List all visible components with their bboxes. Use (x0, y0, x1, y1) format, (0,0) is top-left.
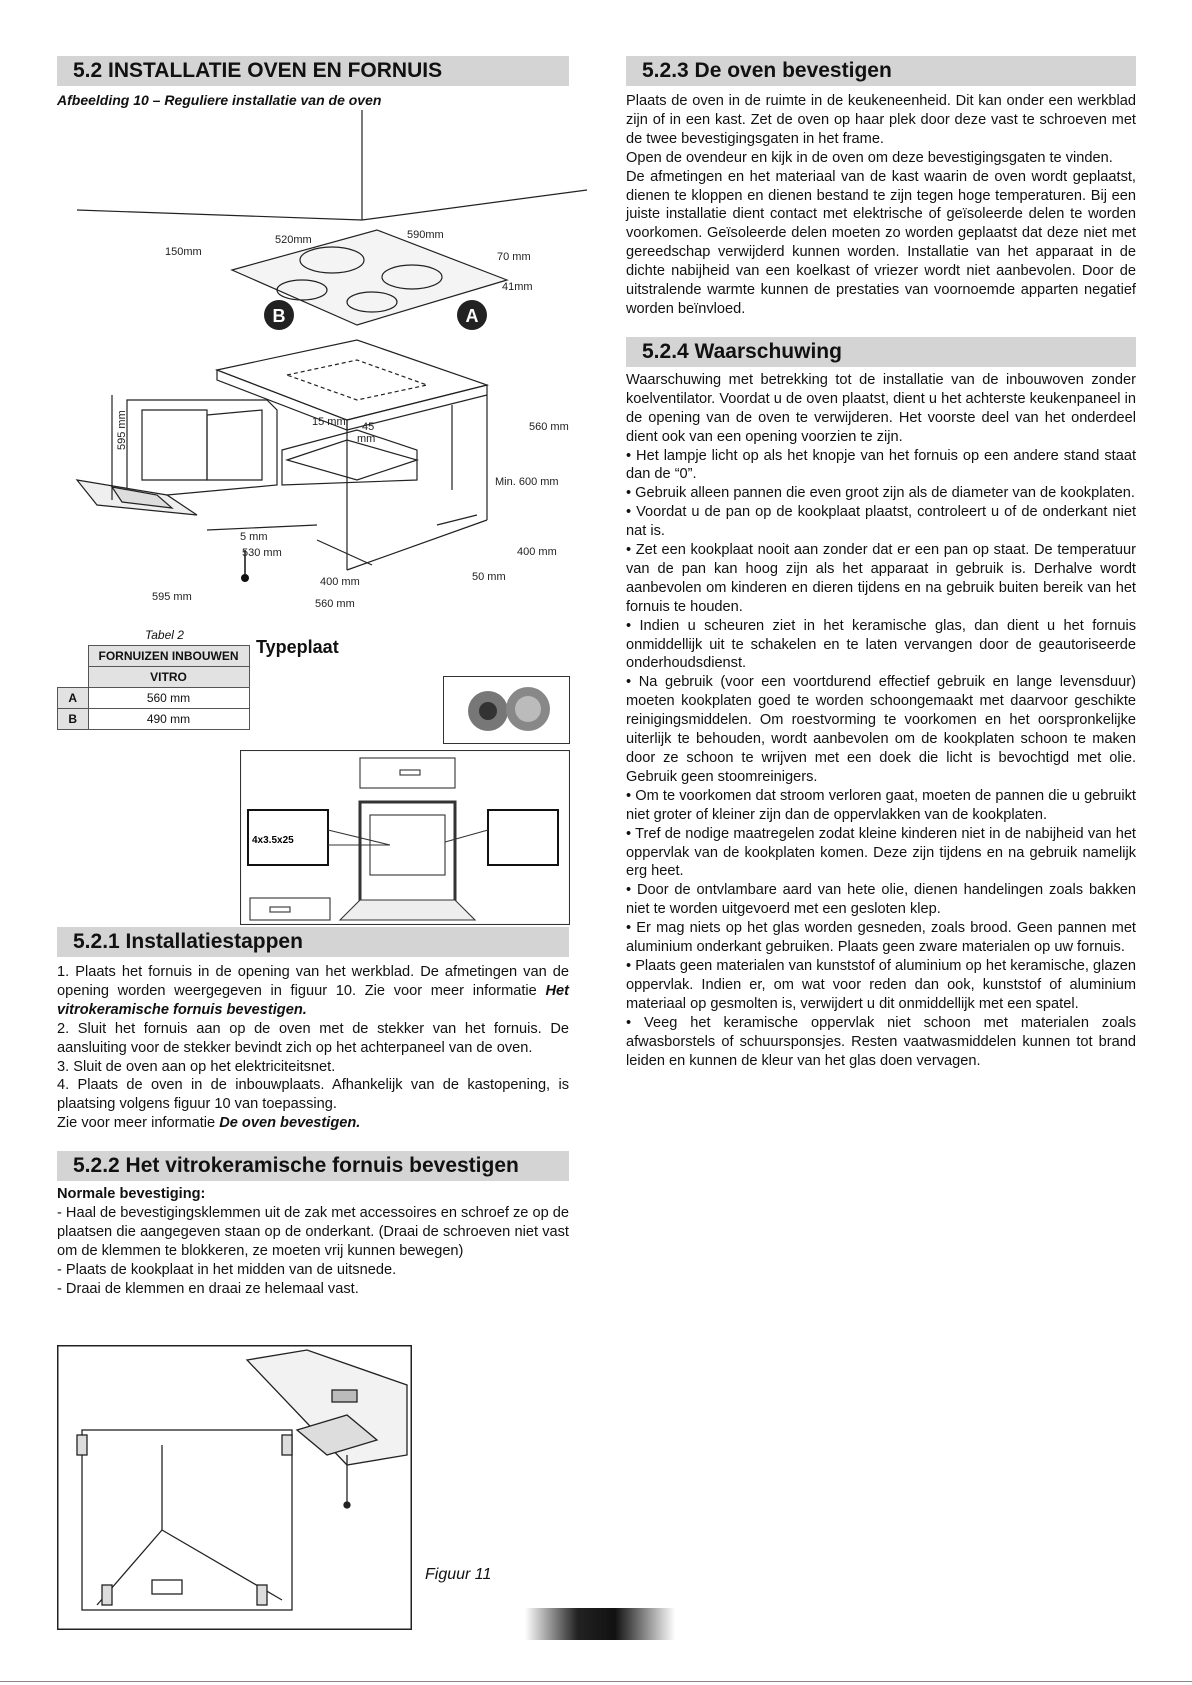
section-heading-5-2: 5.2 INSTALLATIE OVEN EN FORNUIS (57, 56, 569, 86)
warning-item: • Er mag niets op het glas worden gesneden, zoals brood. Geen pannen met aluminium onderkant gebruiken. Plaats geen zware materialen op uw fornuis. (626, 920, 1136, 956)
warning-item: • Veeg het keramische oppervlak niet schoon met materialen zoals afwasborstels of schuursponsjes. Resten vaatwasmiddelen kunnen tot brand leiden en kunnen de kleur van het glas doen vervagen. (626, 1014, 1136, 1069)
s523-paragraph-1: Plaats de oven in de ruimte in de keukeneenheid. Dit kan onder een werkblad zijn of in een kast. Zet de oven op haar plek door deze vast te schroeven met de twee bevestigingsgaten in het frame. (626, 93, 1136, 147)
dim-560-bottom: 560 mm (315, 598, 355, 610)
kitchen-oven-illustration (240, 750, 570, 925)
dim-min-600: Min. 600 mm (495, 476, 559, 488)
dim-590: 590mm (407, 229, 444, 241)
fig10-label-a: A (465, 306, 479, 326)
step-3: 3. Sluit de oven aan op het elektriciteitsnet. (57, 1058, 336, 1075)
section-5-2-1 (57, 927, 569, 1299)
fixing-step-1: - Haal de bevestigingsklemmen uit de zak met accessoires en schroef ze op de plaatsen die aangegeven staan op de onderkant. (Draai de schroeven niet vast om de klemmen te blokkeren, ze moeten vrij kunnen bewegen) (57, 1205, 569, 1259)
warning-item: • Om te voorkomen dat stroom verloren gaat, moeten de pannen die u gebruikt niet groter of kleiner zijn dan de oppervlakken van de kookplaten. (626, 787, 1136, 823)
step-2: 2. Sluit het fornuis aan op de oven met de stekker van het fornuis. De aansluiting voor de stekker bevindt zich op het achterpaneel van de oven. (57, 1020, 569, 1056)
dim-5: 5 mm (240, 531, 268, 543)
table-row: A 560 mm (58, 688, 250, 709)
table-subheader: VITRO (88, 667, 249, 688)
dim-595-vertical: 595 mm (116, 410, 128, 450)
section-heading-5-2-3: 5.2.3 De oven bevestigen (626, 56, 1136, 86)
dim-70: 70 mm (497, 251, 531, 263)
step-5: Zie voor meer informatie De oven bevestigen. (57, 1115, 361, 1132)
warning-item: • Het lampje licht op als het knopje van het fornuis op een andere stand staat dan de “0”. (626, 447, 1136, 483)
right-column (626, 56, 1136, 1070)
dim-45-unit: mm (357, 433, 376, 445)
figure-10-caption: Afbeelding 10 – Reguliere installatie van de oven (57, 92, 382, 108)
dim-41: 41mm (502, 281, 533, 293)
warning-item: • Gebruik alleen pannen die even groot zijn als de diameter van de kookplaten. (626, 485, 1135, 502)
warning-item: • Indien u scheuren ziet in het keramische glas, dan dient u het fornuis onmiddellijk uit te schakelen en te laten vervangen door de geautoriseerde onderhoudsdienst. (626, 617, 1136, 672)
table-row: B 490 mm (58, 709, 250, 730)
screw-label: 4x3.5x25 (252, 835, 294, 846)
dim-530: 530 mm (242, 547, 282, 559)
dim-400-bottom: 400 mm (320, 576, 360, 588)
dim-400-right: 400 mm (517, 546, 557, 558)
table-header: FORNUIZEN INBOUWEN (88, 646, 249, 667)
dim-15: 15 mm (312, 416, 346, 428)
table-2 (57, 645, 250, 730)
dim-50: 50 mm (472, 571, 506, 583)
page-number-bar (525, 1608, 675, 1640)
normal-fixing-subheading: Normale bevestiging: (57, 1186, 206, 1203)
s523-paragraph-3: De afmetingen en het materiaal van de kast waarin de oven wordt geplaatst, dienen te kloppen en dienen bestand te zijn tegen hoge temperaturen. Bij een juiste installatie dient contact met elektrische of geïsoleerde delen te worden voorkomen. Geïsoleerde delen moeten zo worden geplaatst dat deze niet met gereedschap verwijderd kunnen worden. Installatie van het apparaat in de dichte nabijheid van een koelkast of vriezer wordt niet aanbevolen. Door de uitstralende warmte kunnen de prestaties van voornoemde apparten negatief worden beïnvloed. (626, 168, 1136, 317)
fixing-step-2: - Plaats de kookplaat in het midden van de uitsnede. (57, 1261, 397, 1278)
dim-520: 520mm (275, 234, 312, 246)
warning-item: • Na gebruik (voor een voortdurend effectief gebruik en lange levensduur) moeten kookplaten goed te worden schoongemaakt met daarvoor geschikte reinigingsmiddelen. Om roestvorming te voorkomen en het oorspronkelijke uiterlijk te behouden, wordt aanbevolen om de kookplaten schoon te maken door ze schoon te wrijven met een doek die licht is bevochtigd met olie. Gebruik geen stoomreinigers. (626, 674, 1136, 785)
step-4: 4. Plaats de oven in de inbouwplaats. Afhankelijk van de kastopening, is plaatsing volgens figuur 10 van toepassing. (57, 1077, 569, 1113)
figure-10-installation-diagram (57, 110, 597, 640)
table-2-caption: Tabel 2 (145, 628, 184, 642)
dim-45: 45 (362, 421, 375, 433)
dim-150: 150mm (165, 246, 202, 258)
step-1: 1. Plaats het fornuis in de opening van het werkblad. De afmetingen van de opening worden weergegeven in figuur 10. Zie voor meer informatie Het vitrokeramische fornuis bevestigen. (57, 964, 569, 1018)
typeplaat-label: Typeplaat (256, 637, 339, 657)
figure-11-caption: Figuur 11 (425, 1566, 492, 1583)
footer-rule (0, 1681, 1192, 1682)
s523-paragraph-2: Open de ovendeur en kijk in de oven om deze bevestigingsgaten te vinden. (626, 149, 1113, 166)
figure-11-diagram (57, 1345, 412, 1630)
warning-item: • Voordat u de pan op de kookplaat plaatst, controleert u of de onderkant niet nat is. (626, 504, 1136, 540)
fig10-label-b: B (272, 306, 286, 326)
warning-item: • Door de ontvlambare aard van hete olie, dienen handelingen zoals bakken niet te worden uitgevoerd met een gesloten klep. (626, 882, 1136, 918)
warning-item: • Plaats geen materialen van kunststof of aluminium op het keramische, glazen oppervlak. Indien er, om wat voor reden dan ook, kunststof of aluminium materiaal op gesmolten is, verwijdert u dit onmiddellijk met een spatel. (626, 957, 1136, 1012)
warning-intro: Waarschuwing met betrekking tot de installatie van de inbouwoven zonder koelventilator. Voordat u de oven plaatst, dient u het achterste keukenpaneel in de opening van de oven te verwijderen. Het voorste deel van het onderdeel dient ook van een opening voorzien te zijn. (626, 371, 1136, 445)
fixing-step-3: - Draai de klemmen en draai ze helemaal vast. (57, 1280, 359, 1297)
fixing-clip-illustration (443, 676, 570, 744)
dim-560-right: 560 mm (529, 421, 569, 433)
section-heading-5-2-1: 5.2.1 Installatiestappen (57, 927, 569, 957)
dim-595-horizontal: 595 mm (152, 591, 192, 603)
section-heading-5-2-4: 5.2.4 Waarschuwing (626, 337, 1136, 367)
warning-item: • Tref de nodige maatregelen zodat kleine kinderen niet in de nabijheid van het oppervlak van de kookplaten komen. Deze zijn tijdens en na gebruik namelijk erg heet. (626, 825, 1136, 880)
section-heading-5-2-2: 5.2.2 Het vitrokeramische fornuis bevestigen (57, 1151, 569, 1181)
left-column (57, 56, 569, 108)
warning-item: • Zet een kookplaat nooit aan zonder dat er een pan op staat. De temperatuur van de pan kan hoog zijn als het apparaat in gebruik is. Derhalve wordt aanbevolen om kinderen en dieren tijdens en na gebruik buiten bereik van het fornuis te houden. (626, 542, 1136, 615)
